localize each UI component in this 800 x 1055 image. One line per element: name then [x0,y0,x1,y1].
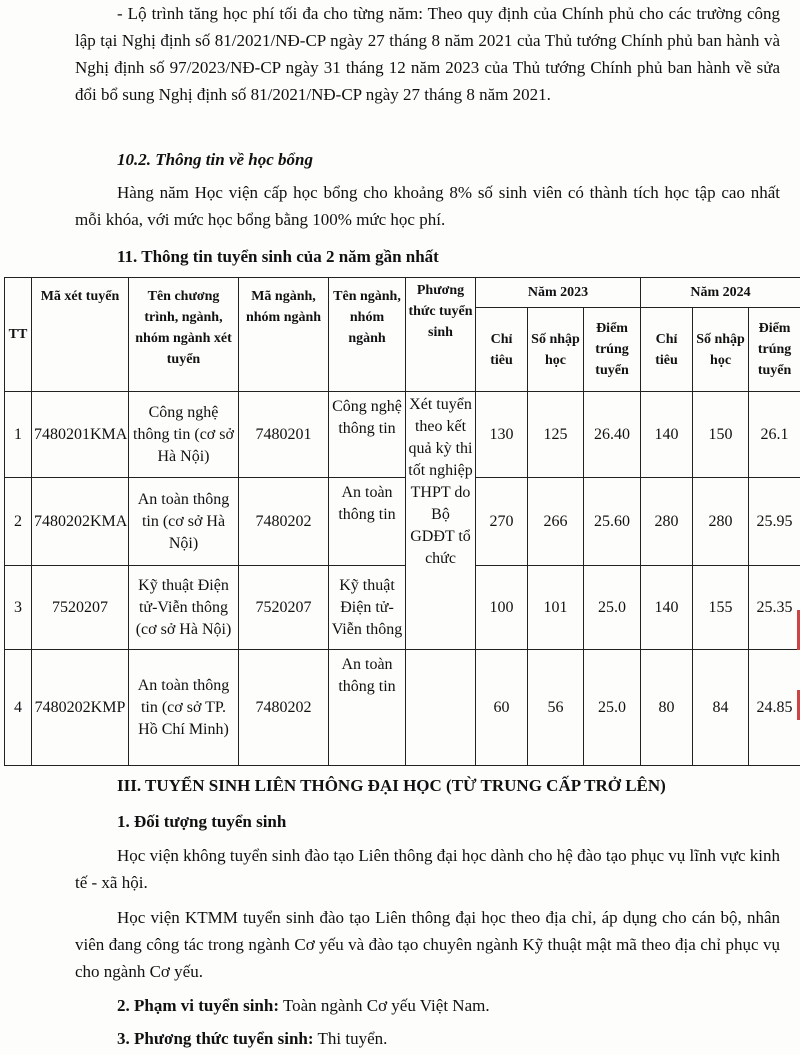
cell-phuong-thuc: Xét tuyển theo kết quả kỳ thi tốt nghiệp THPT do Bộ GDĐT tổ chức [406,392,476,650]
cell-ten-chuong-trinh: An toàn thông tin (cơ sở TP. Hồ Chí Minh) [129,650,239,766]
header-ten-nganh: Tên ngành, nhóm ngành [329,278,406,392]
section-3-sub2 [117,992,777,1019]
cell-ma-xet-tuyen: 7520207 [32,566,129,650]
cell-ma-nganh: 7520207 [239,566,329,650]
header-so-nhap-hoc-2024: Số nhập học [693,308,749,392]
cell-so-nhap-hoc-2023: 56 [528,650,584,766]
cell-phuong-thuc-empty [406,650,476,766]
cell-ten-chuong-trinh: An toàn thông tin (cơ sở Hà Nội) [129,478,239,566]
cell-so-nhap-hoc-2023: 101 [528,566,584,650]
section-11-heading: 11. Thông tin tuyển sinh của 2 năm gần nhất [117,247,439,266]
header-year-2024: Năm 2024 [641,278,800,308]
section-3-sub1-paragraph-1: Học viện không tuyển sinh đào tạo Liên thông đại học dành cho hệ đào tạo phục vụ lĩnh vực kinh tế - xã hội. [75,846,780,892]
sub3-label: 3. Phương thức tuyển sinh: [117,1029,314,1048]
cell-diem-2024: 24.85 [749,650,800,766]
header-tt: TT [5,278,32,392]
scholarship-paragraph: Hàng năm Học viện cấp học bổng cho khoảng 8% số sinh viên có thành tích học tập cao nhất mỗi khóa, với mức học bổng bằng 100% mức học phí. [75,183,780,229]
header-phuong-thuc: Phương thức tuyển sinh [406,278,476,392]
section-3-sub3 [117,1025,777,1052]
cell-diem-2024: 25.35 [749,566,800,650]
cell-tt: 3 [5,566,32,650]
cell-so-nhap-hoc-2024: 155 [693,566,749,650]
cell-so-nhap-hoc-2024: 84 [693,650,749,766]
cell-diem-2023: 26.40 [584,392,641,478]
cell-ma-xet-tuyen: 7480202KMP [32,650,129,766]
cell-chi-tieu-2024: 140 [641,566,693,650]
cell-chi-tieu-2024: 140 [641,392,693,478]
fee-roadmap-paragraph: - Lộ trình tăng học phí tối đa cho từng năm: Theo quy định của Chính phủ cho các trường công lập tại Nghị định số 81/2021/NĐ-CP ngày 27 tháng 8 năm 2021 của Thủ tướng Chính phủ ban hành và Nghị định số 97/2023/NĐ-CP ngày 31 tháng 12 năm 2023 của Thủ tướng Chính phủ ban hành về sửa đổi bổ sung Nghị định số 81/2021/NĐ-CP ngày 27 tháng 8 năm 2021. [75,4,780,104]
cell-chi-tieu-2023: 60 [476,650,528,766]
sub2-label: 2. Phạm vi tuyển sinh: [117,996,279,1015]
header-ten-chuong-trinh: Tên chương trình, ngành, nhóm ngành xét tuyển [129,278,239,392]
cell-tt: 4 [5,650,32,766]
cell-diem-2024: 26.1 [749,392,800,478]
table-row [5,478,800,566]
sub3-value: Thi tuyển. [313,1029,388,1048]
cell-tt: 2 [5,478,32,566]
cell-ten-chuong-trinh: Kỹ thuật Điện tử-Viễn thông (cơ sở Hà Nội) [129,566,239,650]
cell-ten-nganh: Công nghệ thông tin [329,392,406,478]
cell-ma-xet-tuyen: 7480201KMA [32,392,129,478]
cell-ten-nganh: An toàn thông tin [329,478,406,566]
cell-so-nhap-hoc-2023: 266 [528,478,584,566]
header-chi-tieu-2024: Chỉ tiêu [641,308,693,392]
sub2-value: Toàn ngành Cơ yếu Việt Nam. [279,996,490,1015]
table-row [5,392,800,478]
header-ma-xet-tuyen: Mã xét tuyển [32,278,129,392]
cell-tt: 1 [5,392,32,478]
cell-ten-nganh: Kỹ thuật Điện tử-Viễn thông [329,566,406,650]
section-3-sub1-paragraph-2: Học viện KTMM tuyển sinh đào tạo Liên thông đại học theo địa chỉ, áp dụng cho cán bộ, nhân viên đang công tác trong ngành Cơ yếu và đào tạo chuyên ngành Kỹ thuật mật mã theo địa chỉ phục vụ cho ngành Cơ yếu. [75,908,780,981]
cell-so-nhap-hoc-2024: 280 [693,478,749,566]
cell-chi-tieu-2024: 280 [641,478,693,566]
scholarship-heading: 10.2. Thông tin về học bổng [117,150,313,169]
cell-ma-nganh: 7480202 [239,650,329,766]
cell-ten-nganh: An toàn thông tin [329,650,406,766]
cell-ma-nganh: 7480201 [239,392,329,478]
cell-chi-tieu-2023: 130 [476,392,528,478]
cell-diem-2024: 25.95 [749,478,800,566]
section-3-heading: III. TUYỂN SINH LIÊN THÔNG ĐẠI HỌC (TỪ TRUNG CẤP TRỞ LÊN) [117,776,666,795]
cell-diem-2023: 25.60 [584,478,641,566]
cell-ma-xet-tuyen: 7480202KMA [32,478,129,566]
header-chi-tieu-2023: Chỉ tiêu [476,308,528,392]
table-row [5,566,800,650]
section-3-sub1-heading: 1. Đối tượng tuyển sinh [117,812,287,831]
cell-so-nhap-hoc-2024: 150 [693,392,749,478]
table-row [5,650,800,766]
cell-ten-chuong-trinh: Công nghệ thông tin (cơ sở Hà Nội) [129,392,239,478]
cell-chi-tieu-2024: 80 [641,650,693,766]
admission-table [4,277,800,766]
header-ma-nganh: Mã ngành, nhóm ngành [239,278,329,392]
header-diem-2024: Điểm trúng tuyển [749,308,800,392]
cell-chi-tieu-2023: 100 [476,566,528,650]
table-header-row-1 [5,278,800,308]
cell-chi-tieu-2023: 270 [476,478,528,566]
header-so-nhap-hoc-2023: Số nhập học [528,308,584,392]
cell-ma-nganh: 7480202 [239,478,329,566]
cell-diem-2023: 25.0 [584,566,641,650]
header-year-2023: Năm 2023 [476,278,641,308]
cell-so-nhap-hoc-2023: 125 [528,392,584,478]
header-diem-2023: Điểm trúng tuyển [584,308,641,392]
cell-diem-2023: 25.0 [584,650,641,766]
